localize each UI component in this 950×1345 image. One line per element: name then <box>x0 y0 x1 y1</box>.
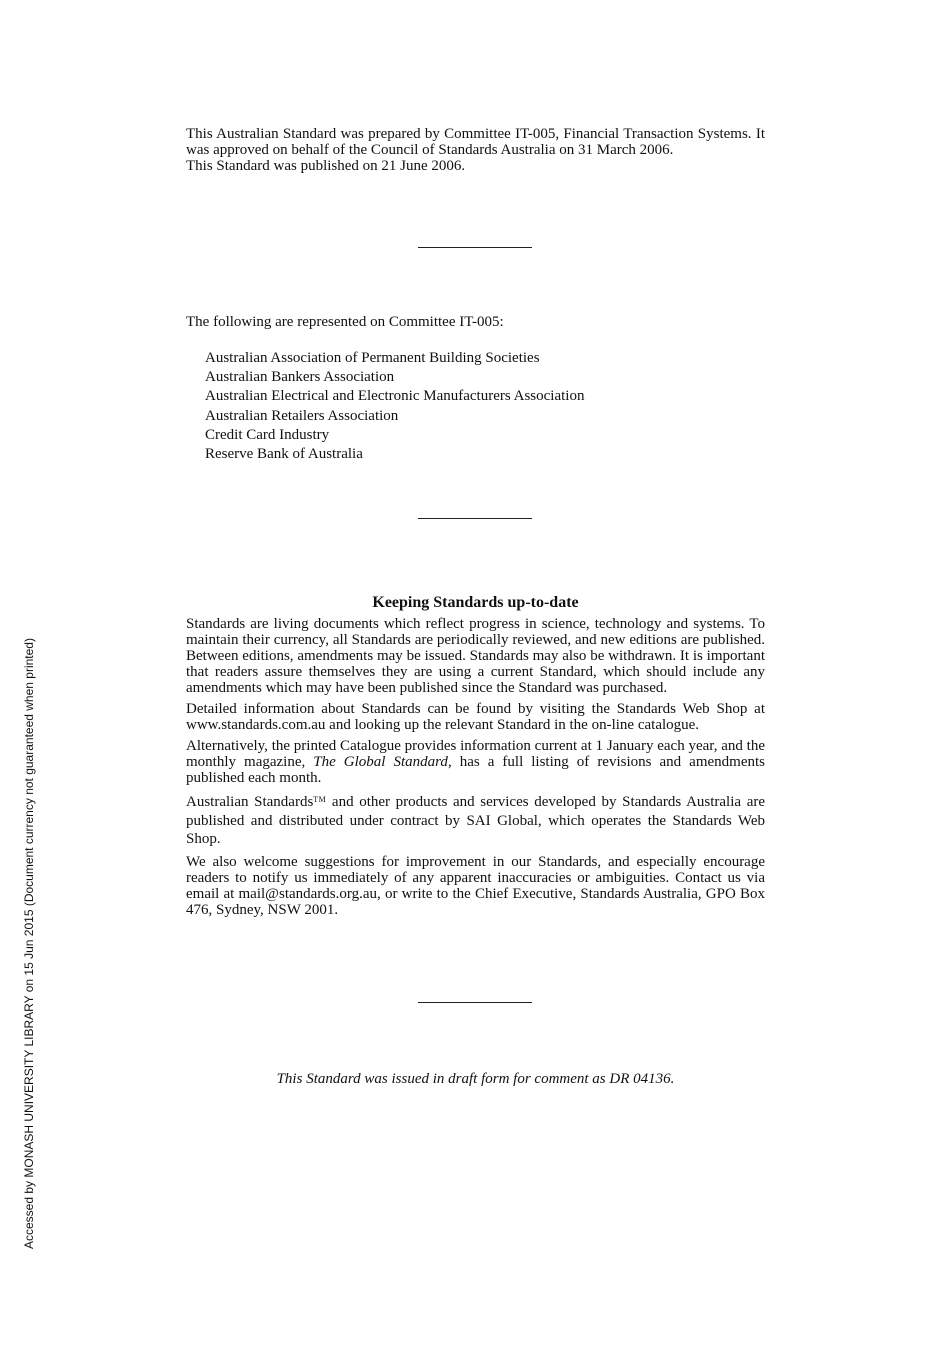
keeping-paragraph-4-lead: Australian Standards <box>186 794 314 810</box>
access-stamp: Accessed by MONASH UNIVERSITY LIBRARY on 15 Jun 2015 (Document currency not guaranteed when printed) <box>22 638 36 1249</box>
keeping-paragraph-3 <box>186 738 765 786</box>
keeping-paragraph-3-lead: Alternatively, the printed Catalogue provides information current at 1 January each year, and the monthly magazine, <box>186 738 765 770</box>
committee-member-list <box>205 349 584 464</box>
keeping-standards-heading: Keeping Standards up-to-date <box>372 594 579 611</box>
committee-member: Australian Electrical and Electronic Manufacturers Association <box>205 388 585 405</box>
committee-member: Australian Retailers Association <box>205 407 399 424</box>
section-divider <box>418 518 532 519</box>
publication-date-statement: This Standard was published on 21 June 2006. <box>186 158 466 174</box>
committee-member: Australian Association of Permanent Building Societies <box>205 350 540 366</box>
committee-member: Australian Bankers Association <box>205 369 395 386</box>
trademark-mark: TM <box>313 795 327 804</box>
section-divider <box>418 1002 532 1003</box>
committee-member: Credit Card Industry <box>205 426 330 443</box>
keeping-paragraph-5: We also welcome suggestions for improvement in our Standards, and especially encourage readers to notify us immediately of any apparent inaccuracies or ambiguities. Contact us via email at mail@standards.org.au, or write to the Chief Executive, Standards Australia, GPO Box 476, Sydney, NSW 2001. <box>186 853 765 918</box>
magazine-title: The Global Standard <box>313 754 448 770</box>
keeping-paragraph-3-tail: , has a full listing of revisions and amendments published each month. <box>186 754 765 786</box>
keeping-paragraph-2: Detailed information about Standards can be found by visiting the Standards Web Shop at www.standards.com.au and looking up the relevant Standard in the on-line catalogue. <box>186 701 765 733</box>
keeping-paragraph-1: Standards are living documents which reflect progress in science, technology and systems. To maintain their currency, all Standards are periodically reviewed, and new editions are published. Between editions, amendments may be issued. Standards may also be withdrawn. It is important that readers assure themselves they are using a current Standard, which should include any amendments which may have been published since the Standard was purchased. <box>186 616 765 696</box>
committee-member: Reserve Bank of Australia <box>205 446 363 463</box>
keeping-standards-body <box>186 616 765 923</box>
section-divider <box>418 247 532 248</box>
keeping-paragraph-4 <box>186 791 765 849</box>
committee-intro: The following are represented on Committee IT-005: <box>186 314 504 330</box>
keeping-paragraph-4-tail: and other products and services developed by Standards Australia are published and distributed under contract by SAI Global, which operates the Standards Web Shop. <box>186 794 765 847</box>
preparation-statement: This Australian Standard was prepared by Committee IT-005, Financial Transaction Systems. It was approved on behalf of the Council of Standards Australia on 31 March 2006. <box>186 126 765 158</box>
draft-note: This Standard was issued in draft form for comment as DR 04136. <box>276 1071 675 1087</box>
preparation-notice <box>186 126 765 174</box>
